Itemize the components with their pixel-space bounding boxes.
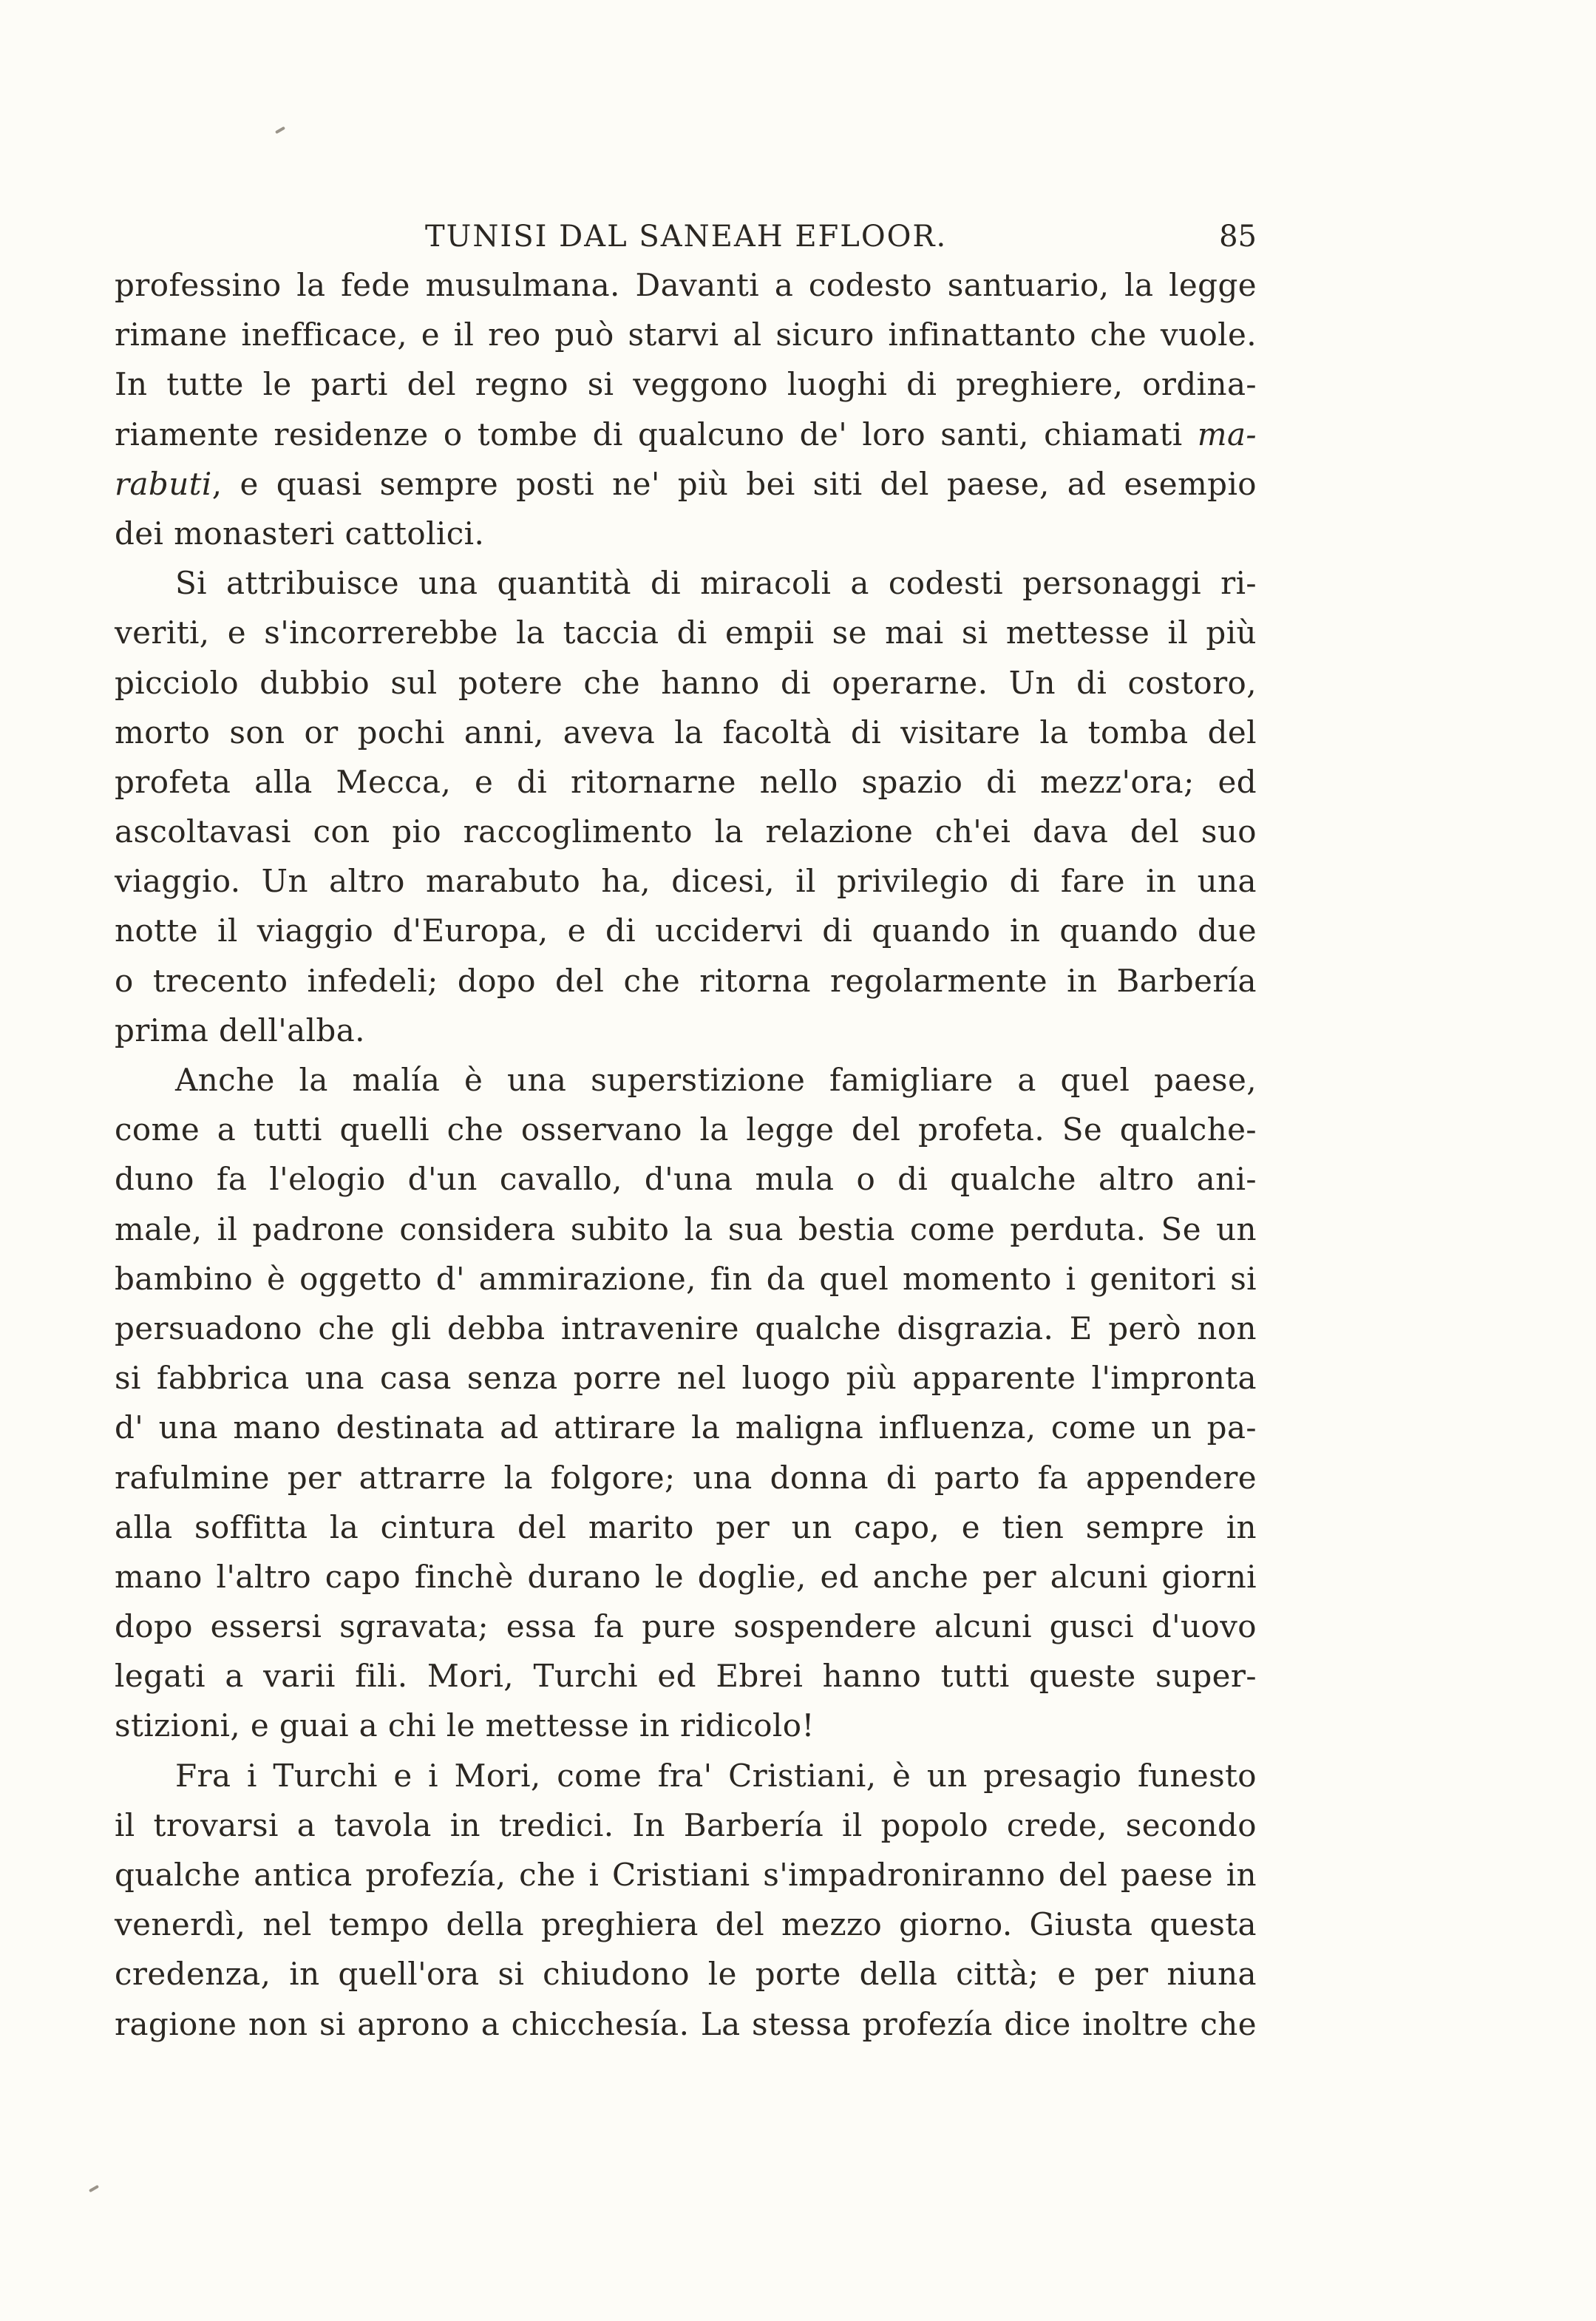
line-text: legati a varii fili. Mori, Turchi ed Ebrei hanno tutti queste super- xyxy=(115,1658,1257,1695)
line-text: picciolo dubbio sul potere che hanno di operarne. Un di costoro, xyxy=(115,664,1257,701)
line-text: rimane inefficace, e il reo può starvi al sicuro infinattanto che vuole. xyxy=(115,316,1257,353)
text-line xyxy=(115,708,1257,757)
line-text: come a tutti quelli che osservano la legge del profeta. Se qualche- xyxy=(115,1111,1257,1148)
text-line xyxy=(115,1055,1257,1105)
line-text: persuadono che gli debba intravenire qualche disgrazia. E però non xyxy=(115,1309,1257,1346)
line-text: veriti, e s'incorrerebbe la taccia di empii se mai si mettesse il più xyxy=(115,614,1257,651)
line-text: , e quasi sempre posti ne' più bei siti del paese, ad esempio xyxy=(211,465,1257,502)
line-text: Fra i Turchi e i Mori, come fra' Cristiani, è un presagio funesto xyxy=(175,1757,1257,1794)
line-text: viaggio. Un altro marabuto ha, dicesi, il privilegio di fare in una xyxy=(115,863,1257,900)
text-line xyxy=(115,1602,1257,1651)
text-line xyxy=(115,310,1257,359)
italic-word: ma- xyxy=(1197,416,1257,453)
text-line xyxy=(115,1353,1257,1403)
line-text: Si attribuisce una quantità di miracoli a codesti personaggi ri- xyxy=(175,565,1257,602)
line-text: si fabbrica una casa senza porre nel luogo più apparente l'impronta xyxy=(115,1360,1257,1397)
line-text: ascoltavasi con pio raccoglimento la relazione ch'ei dava del suo xyxy=(115,813,1257,850)
line-text: o trecento infedeli; dopo del che ritorna regolarmente in Barbería xyxy=(115,962,1257,999)
text-line xyxy=(115,359,1257,409)
line-text: profeta alla Mecca, e di ritornarne nello spazio di mezz'ora; ed xyxy=(115,763,1257,800)
line-text: professino la fede musulmana. Davanti a codesto santuario, la legge xyxy=(115,267,1257,303)
text-line xyxy=(115,509,1257,558)
line-text: bambino è oggetto d' ammirazione, fin da quel momento i genitori si xyxy=(115,1260,1257,1297)
text-line xyxy=(115,1502,1257,1552)
line-text: qualche antica profezía, che i Cristiani s'impadroniranno del paese in xyxy=(115,1857,1257,1893)
line-text: alla soffitta la cintura del marito per un capo, e tien sempre in xyxy=(115,1508,1257,1545)
text-line xyxy=(115,459,1257,509)
line-text: dopo essersi sgravata; essa fa pure sospendere alcuni gusci d'uovo xyxy=(115,1608,1257,1645)
text-line xyxy=(115,1850,1257,1900)
text-line xyxy=(115,1751,1257,1800)
line-text: il trovarsi a tavola in tredici. In Barbería il popolo crede, secondo xyxy=(115,1806,1257,1843)
text-line xyxy=(115,410,1257,459)
text-line xyxy=(115,558,1257,608)
text-line xyxy=(115,757,1257,807)
running-title: TUNISI DAL SANEAH EFLOOR. xyxy=(425,220,948,254)
paper-speck xyxy=(89,2185,99,2192)
text-line xyxy=(115,1453,1257,1502)
text-line xyxy=(115,906,1257,955)
line-text: notte il viaggio d'Europa, e di uccidervi di quando in quando due xyxy=(115,912,1257,949)
text-line xyxy=(115,956,1257,1006)
text-line xyxy=(115,856,1257,906)
text-line xyxy=(115,1154,1257,1204)
text-line xyxy=(115,260,1257,310)
line-text: ragione non si aprono a chicchesía. La stessa profezía dice inoltre che xyxy=(115,2005,1257,2042)
text-line xyxy=(115,1552,1257,1602)
text-line xyxy=(115,1900,1257,1949)
text-line xyxy=(115,1254,1257,1304)
text-line xyxy=(115,1999,1257,2049)
line-text: venerdì, nel tempo della preghiera del mezzo giorno. Giusta questa xyxy=(115,1906,1257,1943)
text-line xyxy=(115,1701,1257,1750)
text-line xyxy=(115,1651,1257,1701)
text-line xyxy=(115,658,1257,708)
line-text: rafulmine per attrarre la folgore; una donna di parto fa appendere xyxy=(115,1459,1257,1496)
text-line xyxy=(115,1949,1257,1999)
line-text: In tutte le parti del regno si veggono luoghi di preghiere, ordina- xyxy=(115,366,1257,403)
body-text xyxy=(115,260,1257,2049)
text-line xyxy=(115,1006,1257,1055)
paper-speck xyxy=(275,126,285,134)
text-line xyxy=(115,807,1257,856)
italic-word: rabuti xyxy=(115,465,212,502)
line-text: d' una mano destinata ad attirare la maligna influenza, come un pa- xyxy=(115,1409,1257,1446)
line-text: dei monasteri cattolici. xyxy=(115,515,485,552)
text-line xyxy=(115,1204,1257,1254)
text-line xyxy=(115,1800,1257,1850)
page-number: 85 xyxy=(1219,220,1257,254)
line-text: mano l'altro capo finchè durano le doglie, ed anche per alcuni giorni xyxy=(115,1558,1257,1595)
line-text: duno fa l'elogio d'un cavallo, d'una mula o di qualche altro ani- xyxy=(115,1161,1257,1198)
line-text: Anche la malía è una superstizione famigliare a quel paese, xyxy=(175,1062,1257,1098)
line-text: riamente residenze o tombe di qualcuno de' loro santi, chiamati xyxy=(115,416,1183,453)
running-head xyxy=(115,214,1257,259)
line-text: stizioni, e guai a chi le mettesse in ridicolo! xyxy=(115,1707,815,1744)
line-text: credenza, in quell'ora si chiudono le porte della città; e per niuna xyxy=(115,1956,1257,1993)
text-line xyxy=(115,1105,1257,1154)
line-text: prima dell'alba. xyxy=(115,1012,365,1048)
text-line xyxy=(115,1304,1257,1353)
text-line xyxy=(115,608,1257,657)
line-text: morto son or pochi anni, aveva la facoltà di visitare la tomba del xyxy=(115,714,1257,750)
line-text: male, il padrone considera subito la sua bestia come perduta. Se un xyxy=(115,1210,1257,1247)
text-line xyxy=(115,1403,1257,1452)
